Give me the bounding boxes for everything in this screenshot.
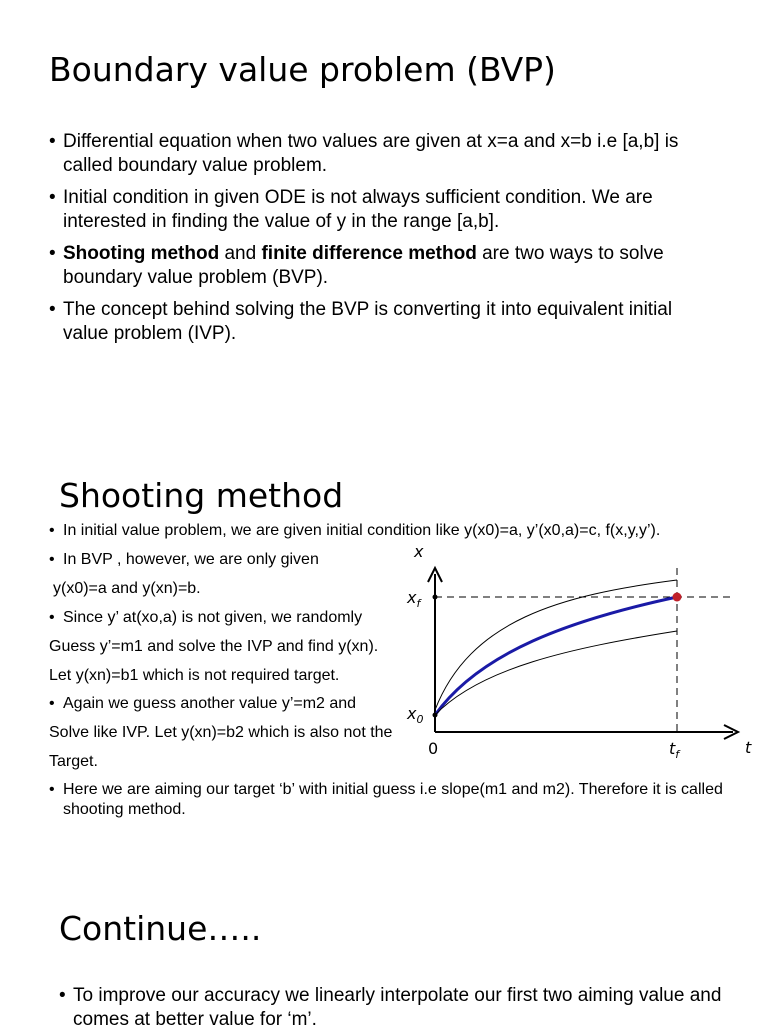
graph-x0-main: x [407, 704, 417, 723]
shooting-bullet-5: • Here we are aiming our target ‘b’ with initial guess i.e slope(m1 and m2). Therefore it is called shooting method. [49, 780, 763, 820]
graph-upper-guess-curve [435, 580, 677, 710]
graph-lower-guess-curve [435, 631, 677, 715]
bvp-bullet-2: • Initial condition in given ODE is not always sufficient condition. We are interested in finding the value of y in the range [a,b]. [49, 186, 699, 234]
bvp-bullet-3-rest: are two ways to solve boundary value problem (BVP). [63, 243, 664, 288]
bvp-bullet-3 [49, 242, 699, 290]
graph-x0-label [406, 704, 423, 726]
graph-tf-main: t [669, 739, 676, 758]
graph-tf-sub: f [675, 748, 680, 761]
graph-target-point [673, 593, 682, 602]
graph-xf-tick [433, 595, 438, 600]
graph-x-axis-label: x [414, 542, 424, 561]
slide-title-bvp: Boundary value problem (BVP) [49, 50, 556, 89]
shooting-bullet-1: • In initial value problem, we are given initial condition like y(x0)=a, y’(x0,a)=c, f(x,y,y’). [49, 521, 660, 541]
shooting-method-graph [400, 540, 762, 770]
bvp-bullet-4: • The concept behind solving the BVP is converting it into equivalent initial value problem (IVP). [49, 298, 699, 346]
graph-x0-tick [433, 713, 438, 718]
shooting-text-3: y(x0)=a and y(xn)=b. [53, 580, 201, 597]
bvp-bullet-list [49, 130, 699, 354]
bvp-bullet-3-and: and [219, 243, 262, 264]
bold-shooting-method: Shooting method [63, 243, 220, 264]
shooting-bullet-3: • Since y’ at(xo,a) is not given, we randomly [49, 608, 362, 628]
bold-finite-difference: finite difference method [261, 243, 477, 264]
graph-xf-main: x [407, 588, 417, 607]
graph-tf-label [669, 739, 681, 761]
shooting-bullet-2: • In BVP , however, we are only given [49, 550, 319, 570]
continue-bullet-1: • To improve our accuracy we linearly interpolate our first two aiming value and comes at better value for ‘m’. [59, 984, 733, 1032]
graph-xf-sub: f [416, 597, 421, 610]
slide-title-continue: Continue….. [59, 909, 262, 948]
shooting-text-5: Guess y’=m1 and solve the IVP and find y(xn). [49, 638, 379, 655]
graph-xf-label [406, 588, 422, 610]
graph-t-axis-label: t [745, 738, 752, 757]
graph-x0-sub: 0 [416, 713, 424, 726]
graph-solution-curve [435, 597, 677, 715]
graph-origin-label: 0 [428, 739, 439, 758]
shooting-text-9: Target. [49, 753, 98, 770]
shooting-text-8: Solve like IVP. Let y(xn)=b2 which is also not the [49, 724, 393, 741]
shooting-bullet-4: • Again we guess another value y’=m2 and [49, 694, 356, 714]
shooting-text-6: Let y(xn)=b1 which is not required target. [49, 667, 340, 684]
slide-title-shooting: Shooting method [59, 476, 344, 515]
bvp-bullet-1: • Differential equation when two values are given at x=a and x=b i.e [a,b] is called boundary value problem. [49, 130, 699, 178]
